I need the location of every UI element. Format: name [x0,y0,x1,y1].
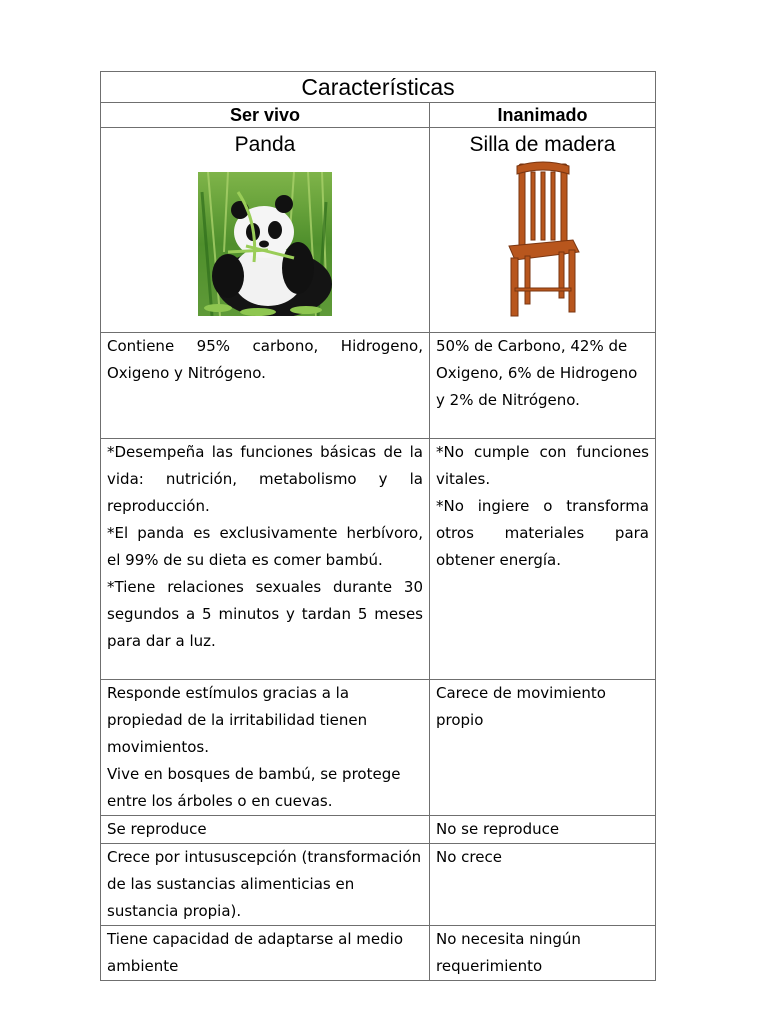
characteristics-table [100,71,656,981]
stimuli-ser-vivo: Responde estímulos gracias a la propiedad de la irritabilidad tienen movimientos. Vive en bosques de bambú, se protege entre los árboles o en cuevas. [101,680,430,816]
adaptation-inanimado: No necesita ningún requerimiento [430,926,656,981]
growth-inanimado: No crece [430,844,656,926]
stimuli-inanimado: Carece de movimiento propio [430,680,656,816]
column-header-inanimado: Inanimado [430,103,656,128]
chair-image [503,160,583,320]
composition-ser-vivo: Contiene 95% carbono, Hidrogeno, Oxigeno y Nitrógeno. [101,333,430,439]
functions-inanimado: *No cumple con funciones vitales. *No ingiere o transforma otros materiales para obtener energía. [430,439,656,680]
composition-inanimado: 50% de Carbono, 42% de Oxigeno, 6% de Hidrogeno y 2% de Nitrógeno. [430,333,656,439]
table-title: Características [101,72,656,103]
functions-ser-vivo: *Desempeña las funciones básicas de la vida: nutrición, metabolismo y la reproducción. *El panda es exclusivamente herbívoro, el 99% de su dieta es comer bambú. *Tiene relaciones sexuales durante 30 segundos a 5 minutos y tardan 5 meses para dar a luz. [101,439,430,680]
column-header-ser-vivo: Ser vivo [101,103,430,128]
panda-title: Panda [234,133,296,156]
chair-title: Silla de madera [469,133,616,156]
reproduction-inanimado: No se reproduce [430,816,656,844]
chair-cell [430,128,656,333]
panda-cell [101,128,430,333]
growth-ser-vivo: Crece por intususcepción (transformación de las sustancias alimenticias en sustancia propia). [101,844,430,926]
reproduction-ser-vivo: Se reproduce [101,816,430,844]
adaptation-ser-vivo: Tiene capacidad de adaptarse al medio ambiente [101,926,430,981]
panda-image [198,172,332,316]
